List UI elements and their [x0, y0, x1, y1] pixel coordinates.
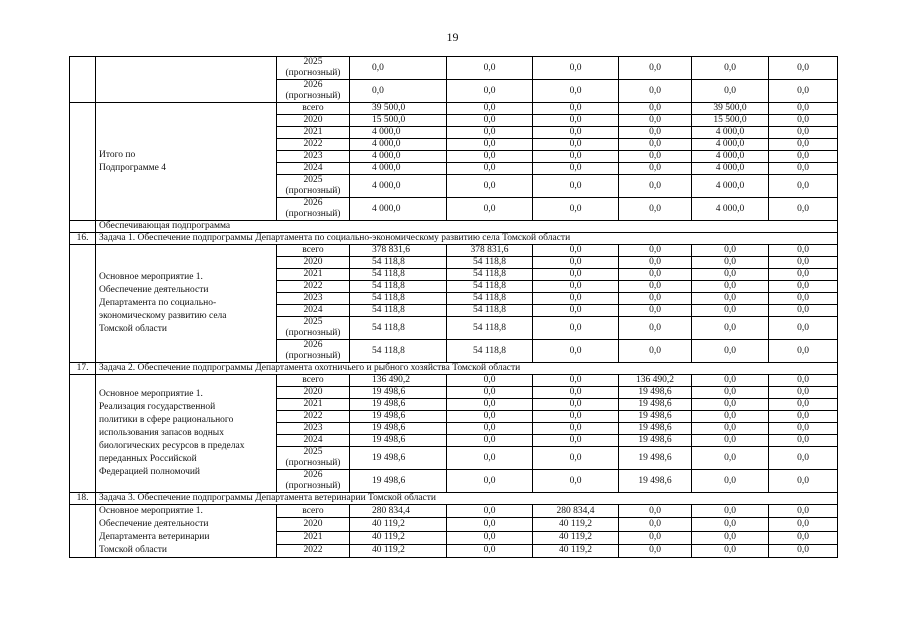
value-cell: 0,0 [769, 269, 838, 281]
row-number: 16. [70, 233, 96, 245]
value-cell: 0,0 [692, 387, 769, 399]
value-cell: 0,0 [447, 80, 533, 103]
section-title: Задача 1. Обеспечение подпрограммы Департамента по социально-экономическому развитию села Томской области [96, 233, 838, 245]
year-cell: 2020 [277, 387, 350, 399]
value-cell: 54 118,8 [350, 340, 447, 363]
table-body [70, 57, 838, 558]
value-cell: 4 000,0 [350, 163, 447, 175]
value-cell: 0,0 [619, 518, 692, 531]
value-cell: 0,0 [692, 531, 769, 544]
value-cell: 0,0 [619, 257, 692, 269]
value-cell: 0,0 [692, 293, 769, 305]
table-row [70, 505, 838, 518]
year-cell: 2023 [277, 293, 350, 305]
value-cell: 0,0 [769, 281, 838, 293]
year-cell: всего [277, 245, 350, 257]
year-cell: всего [277, 375, 350, 387]
value-cell: 0,0 [769, 317, 838, 340]
budget-table [69, 56, 838, 558]
value-cell: 0,0 [619, 505, 692, 518]
value-cell: 0,0 [692, 257, 769, 269]
value-cell: 0,0 [447, 544, 533, 557]
value-cell: 0,0 [350, 57, 447, 80]
value-cell: 378 831,6 [447, 245, 533, 257]
value-cell: 0,0 [533, 198, 619, 221]
value-cell: 0,0 [769, 245, 838, 257]
value-cell: 0,0 [533, 399, 619, 411]
year-cell: 2026 (прогнозный) [277, 198, 350, 221]
value-cell: 54 118,8 [447, 269, 533, 281]
value-cell: 19 498,6 [619, 399, 692, 411]
value-cell: 54 118,8 [350, 281, 447, 293]
year-cell: 2023 [277, 423, 350, 435]
value-cell: 0,0 [533, 245, 619, 257]
year-cell: всего [277, 103, 350, 115]
value-cell: 0,0 [769, 544, 838, 557]
year-cell: 2025 (прогнозный) [277, 175, 350, 198]
value-cell: 0,0 [447, 139, 533, 151]
value-cell: 0,0 [533, 470, 619, 493]
value-cell: 0,0 [619, 269, 692, 281]
value-cell: 0,0 [619, 103, 692, 115]
value-cell: 54 118,8 [447, 257, 533, 269]
row-number [70, 505, 96, 558]
value-cell: 0,0 [769, 151, 838, 163]
value-cell: 4 000,0 [692, 151, 769, 163]
row-number [70, 103, 96, 221]
value-cell: 0,0 [619, 281, 692, 293]
value-cell: 4 000,0 [350, 139, 447, 151]
value-cell: 39 500,0 [350, 103, 447, 115]
value-cell: 0,0 [769, 163, 838, 175]
value-cell: 0,0 [619, 175, 692, 198]
year-cell: 2020 [277, 257, 350, 269]
value-cell: 19 498,6 [350, 470, 447, 493]
measure-description [96, 57, 277, 103]
table-row [70, 363, 838, 375]
value-cell: 0,0 [533, 447, 619, 470]
value-cell: 0,0 [533, 387, 619, 399]
value-cell: 0,0 [533, 139, 619, 151]
section-title: Обеспечивающая подпрограмма [96, 221, 838, 233]
page-number: 19 [446, 30, 459, 44]
value-cell: 0,0 [533, 340, 619, 363]
value-cell: 0,0 [769, 375, 838, 387]
value-cell: 40 119,2 [533, 518, 619, 531]
value-cell: 0,0 [769, 293, 838, 305]
value-cell: 0,0 [533, 411, 619, 423]
value-cell: 0,0 [769, 447, 838, 470]
table-row [70, 375, 838, 387]
value-cell: 0,0 [769, 411, 838, 423]
measure-description: Итого по Подпрограмме 4 [96, 103, 277, 221]
value-cell: 0,0 [447, 470, 533, 493]
value-cell: 0,0 [769, 518, 838, 531]
value-cell: 0,0 [533, 269, 619, 281]
value-cell: 0,0 [769, 423, 838, 435]
value-cell: 0,0 [447, 57, 533, 80]
value-cell: 0,0 [692, 399, 769, 411]
value-cell: 0,0 [692, 411, 769, 423]
year-cell: 2023 [277, 151, 350, 163]
value-cell: 0,0 [619, 245, 692, 257]
value-cell: 0,0 [619, 544, 692, 557]
value-cell: 0,0 [447, 115, 533, 127]
year-cell: 2026 (прогнозный) [277, 80, 350, 103]
row-number [70, 221, 96, 233]
value-cell: 0,0 [533, 115, 619, 127]
value-cell: 0,0 [619, 115, 692, 127]
value-cell: 0,0 [447, 198, 533, 221]
value-cell: 0,0 [769, 139, 838, 151]
value-cell: 0,0 [350, 80, 447, 103]
table-row [70, 57, 838, 80]
value-cell: 0,0 [447, 411, 533, 423]
value-cell: 0,0 [692, 317, 769, 340]
table-row [70, 221, 838, 233]
value-cell: 0,0 [447, 435, 533, 447]
year-cell: 2022 [277, 544, 350, 557]
year-cell: 2021 [277, 399, 350, 411]
value-cell: 40 119,2 [350, 518, 447, 531]
year-cell: 2020 [277, 518, 350, 531]
value-cell: 54 118,8 [350, 293, 447, 305]
value-cell: 40 119,2 [350, 544, 447, 557]
year-cell: 2026 (прогнозный) [277, 470, 350, 493]
value-cell: 0,0 [447, 423, 533, 435]
value-cell: 54 118,8 [350, 269, 447, 281]
value-cell: 378 831,6 [350, 245, 447, 257]
value-cell: 0,0 [769, 80, 838, 103]
value-cell: 19 498,6 [619, 447, 692, 470]
value-cell: 0,0 [619, 293, 692, 305]
row-number: 17. [70, 363, 96, 375]
value-cell: 4 000,0 [350, 151, 447, 163]
year-cell: 2022 [277, 281, 350, 293]
value-cell: 0,0 [619, 305, 692, 317]
year-cell: 2024 [277, 163, 350, 175]
value-cell: 0,0 [533, 375, 619, 387]
value-cell: 280 834,4 [350, 505, 447, 518]
value-cell: 0,0 [619, 163, 692, 175]
value-cell: 0,0 [447, 387, 533, 399]
value-cell: 4 000,0 [350, 127, 447, 139]
value-cell: 0,0 [692, 375, 769, 387]
value-cell: 0,0 [533, 151, 619, 163]
row-number [70, 57, 96, 103]
value-cell: 0,0 [692, 505, 769, 518]
value-cell: 0,0 [769, 470, 838, 493]
value-cell: 136 490,2 [350, 375, 447, 387]
value-cell: 0,0 [447, 175, 533, 198]
value-cell: 0,0 [619, 531, 692, 544]
year-cell: 2025 (прогнозный) [277, 57, 350, 80]
value-cell: 54 118,8 [350, 305, 447, 317]
value-cell: 0,0 [447, 399, 533, 411]
year-cell: 2021 [277, 127, 350, 139]
value-cell: 0,0 [447, 151, 533, 163]
value-cell: 0,0 [769, 115, 838, 127]
value-cell: 19 498,6 [350, 447, 447, 470]
year-cell: 2024 [277, 305, 350, 317]
value-cell: 4 000,0 [692, 175, 769, 198]
value-cell: 54 118,8 [447, 281, 533, 293]
value-cell: 0,0 [619, 127, 692, 139]
value-cell: 0,0 [533, 163, 619, 175]
value-cell: 0,0 [769, 103, 838, 115]
year-cell: 2022 [277, 139, 350, 151]
value-cell: 0,0 [769, 340, 838, 363]
value-cell: 0,0 [619, 57, 692, 80]
value-cell: 19 498,6 [350, 411, 447, 423]
year-cell: 2026 (прогнозный) [277, 340, 350, 363]
value-cell: 19 498,6 [350, 387, 447, 399]
value-cell: 0,0 [692, 80, 769, 103]
value-cell: 0,0 [619, 198, 692, 221]
value-cell: 0,0 [692, 423, 769, 435]
value-cell: 0,0 [447, 375, 533, 387]
value-cell: 0,0 [692, 544, 769, 557]
measure-description: Основное мероприятие 1. Обеспечение деятельности Департамента по социально- экономическому развитию села Томской области [96, 245, 277, 363]
value-cell: 0,0 [533, 317, 619, 340]
value-cell: 0,0 [769, 387, 838, 399]
year-cell: 2020 [277, 115, 350, 127]
value-cell: 0,0 [447, 127, 533, 139]
value-cell: 0,0 [692, 245, 769, 257]
value-cell: 0,0 [619, 151, 692, 163]
value-cell: 0,0 [533, 435, 619, 447]
value-cell: 19 498,6 [350, 423, 447, 435]
value-cell: 0,0 [769, 175, 838, 198]
value-cell: 0,0 [769, 127, 838, 139]
table-row [70, 233, 838, 245]
value-cell: 136 490,2 [619, 375, 692, 387]
value-cell: 0,0 [533, 305, 619, 317]
value-cell: 19 498,6 [350, 435, 447, 447]
measure-description: Основное мероприятие 1. Реализация государственной политики в сфере рационального использования запасов водных биологических ресурсов в пределах переданных Российской Федерацией полномочий [96, 375, 277, 493]
table-row [70, 245, 838, 257]
value-cell: 0,0 [769, 531, 838, 544]
table-row [70, 103, 838, 115]
value-cell: 4 000,0 [350, 198, 447, 221]
row-number [70, 245, 96, 363]
section-title: Задача 3. Обеспечение подпрограммы Департамента ветеринарии Томской области [96, 493, 838, 505]
value-cell: 54 118,8 [447, 305, 533, 317]
value-cell: 0,0 [692, 518, 769, 531]
value-cell: 19 498,6 [619, 387, 692, 399]
value-cell: 19 498,6 [619, 470, 692, 493]
value-cell: 0,0 [619, 80, 692, 103]
value-cell: 0,0 [447, 103, 533, 115]
value-cell: 0,0 [769, 435, 838, 447]
value-cell: 0,0 [533, 293, 619, 305]
value-cell: 19 498,6 [619, 411, 692, 423]
value-cell: 54 118,8 [350, 317, 447, 340]
value-cell: 0,0 [769, 198, 838, 221]
value-cell: 40 119,2 [533, 531, 619, 544]
value-cell: 0,0 [447, 518, 533, 531]
measure-description: Основное мероприятие 1. Обеспечение деятельности Департамента ветеринарии Томской области [96, 505, 277, 558]
value-cell: 0,0 [769, 505, 838, 518]
year-cell: 2021 [277, 269, 350, 281]
year-cell: 2025 (прогнозный) [277, 447, 350, 470]
row-number: 18. [70, 493, 96, 505]
value-cell: 0,0 [533, 103, 619, 115]
value-cell: 0,0 [533, 281, 619, 293]
value-cell: 0,0 [533, 57, 619, 80]
value-cell: 54 118,8 [350, 257, 447, 269]
value-cell: 0,0 [692, 447, 769, 470]
value-cell: 0,0 [692, 435, 769, 447]
value-cell: 0,0 [533, 423, 619, 435]
value-cell: 40 119,2 [533, 544, 619, 557]
value-cell: 4 000,0 [350, 175, 447, 198]
year-cell: 2022 [277, 411, 350, 423]
year-cell: всего [277, 505, 350, 518]
year-cell: 2024 [277, 435, 350, 447]
table-row [70, 493, 838, 505]
value-cell: 0,0 [769, 305, 838, 317]
value-cell: 0,0 [692, 281, 769, 293]
year-cell: 2025 (прогнозный) [277, 317, 350, 340]
value-cell: 15 500,0 [350, 115, 447, 127]
value-cell: 19 498,6 [619, 435, 692, 447]
value-cell: 0,0 [692, 269, 769, 281]
value-cell: 0,0 [619, 317, 692, 340]
value-cell: 0,0 [447, 163, 533, 175]
value-cell: 0,0 [769, 399, 838, 411]
value-cell: 39 500,0 [692, 103, 769, 115]
value-cell: 0,0 [692, 340, 769, 363]
value-cell: 19 498,6 [619, 423, 692, 435]
value-cell: 54 118,8 [447, 293, 533, 305]
value-cell: 54 118,8 [447, 317, 533, 340]
row-number [70, 375, 96, 493]
value-cell: 4 000,0 [692, 139, 769, 151]
value-cell: 0,0 [692, 305, 769, 317]
year-cell: 2021 [277, 531, 350, 544]
value-cell: 0,0 [447, 531, 533, 544]
value-cell: 0,0 [533, 127, 619, 139]
value-cell: 0,0 [619, 340, 692, 363]
value-cell: 4 000,0 [692, 127, 769, 139]
value-cell: 0,0 [692, 57, 769, 80]
value-cell: 40 119,2 [350, 531, 447, 544]
value-cell: 0,0 [533, 80, 619, 103]
value-cell: 19 498,6 [350, 399, 447, 411]
value-cell: 4 000,0 [692, 163, 769, 175]
value-cell: 54 118,8 [447, 340, 533, 363]
section-title: Задача 2. Обеспечение подпрограммы Департамента охотничьего и рыбного хозяйства Томской области [96, 363, 838, 375]
value-cell: 0,0 [447, 447, 533, 470]
value-cell: 4 000,0 [692, 198, 769, 221]
value-cell: 280 834,4 [533, 505, 619, 518]
value-cell: 0,0 [769, 257, 838, 269]
value-cell: 0,0 [447, 505, 533, 518]
value-cell: 0,0 [769, 57, 838, 80]
value-cell: 0,0 [533, 257, 619, 269]
value-cell: 0,0 [692, 470, 769, 493]
value-cell: 0,0 [619, 139, 692, 151]
value-cell: 0,0 [533, 175, 619, 198]
value-cell: 15 500,0 [692, 115, 769, 127]
